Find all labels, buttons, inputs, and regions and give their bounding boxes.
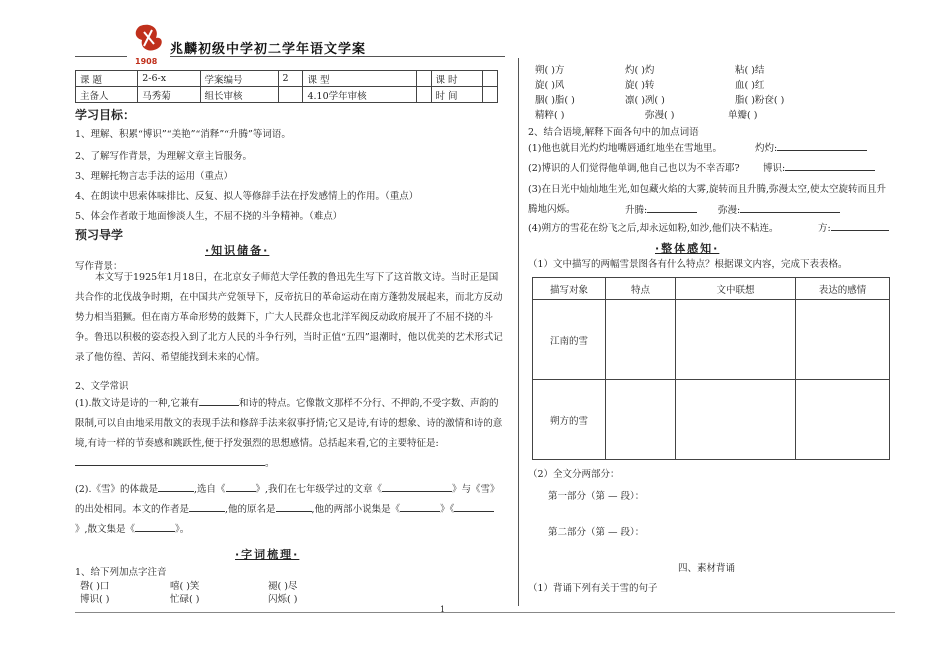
explain-item: (3)在日光中灿灿地生光,如包藏火焰的大雾,旋转而且升腾,弥漫太空,使太空旋转而且升腾地闪烁。: [528, 184, 887, 215]
table-header: 描写对象: [533, 278, 606, 300]
explain-title: 2、结合语境,解释下面各句中的加点词语: [528, 127, 699, 138]
overall-q2: （2）全文分两部分：: [528, 469, 620, 480]
pinyin-item: 嘻( )笑: [170, 581, 200, 592]
char-item: 旋( )风: [535, 80, 565, 91]
info-cell: 2: [278, 71, 303, 87]
logo-year: 1908: [135, 57, 158, 66]
info-cell: 2-6-x: [138, 71, 200, 87]
table-header: 特点: [606, 278, 676, 300]
overall-q1: （1）文中描写的两幅雪景图各有什么特点？根据课文内容，完成下表表格。: [528, 259, 848, 270]
char-item: 粘( )结: [735, 65, 765, 76]
info-cell: 课 题: [76, 71, 138, 87]
info-row-2: [76, 87, 498, 103]
char-item: 精粹( ): [535, 110, 565, 121]
overall-title: ·整体感知·: [655, 242, 720, 255]
school-title: 兆麟初级中学初二学年语文学案: [170, 42, 367, 57]
preview-title: 预习导学: [75, 228, 124, 242]
table-cell: [606, 380, 676, 460]
page-number: 1: [440, 605, 446, 614]
part1-line: 第一部分（第 — 段）：: [548, 491, 645, 502]
material-title: 四、素材背诵: [678, 563, 736, 574]
info-cell: 4.10学年审核: [303, 87, 416, 103]
char-item: 脂( )粉奁( ): [735, 95, 785, 106]
footer-rule: [75, 612, 895, 613]
background-text: 本文写于1925年1月18日，在北京女子师范大学任教的鲁迅先生写下了这首散文诗。当时正是国共合作的北伐战争时期，在中国共产党领导下，反帝抗日的革命运动在南方蓬勃发展起来，而北方反动势力相当猖獗。但在南方革命形势的鼓舞下，广大人民群众也北洋军阀反动政府展开了不屈不挠的斗争。鲁迅以积极的姿态投入到了北方人民的斗争行列，当时正值“五四”退潮时，他以优美的艺术形式记录了他仿徨、苦闷、希望能找到未来的心情。: [75, 272, 503, 363]
literature-2: (2).《雪》的体裁是 ,选自《 》,我们在七年级学过的文章《 》与《雪》的出处相同。本文的作者是 ,他的原名是 ,他的两部小说集是《 》《》,散文集是《 》。: [75, 480, 505, 540]
literature-label: 2、文学常识: [75, 381, 129, 392]
info-row-1: [76, 71, 498, 87]
goal-item: 5、体会作者敢于地面惨淡人生，不屈不挠的斗争精神。（难点）: [75, 211, 343, 222]
info-cell: [483, 71, 498, 87]
column-divider: [518, 58, 519, 606]
explain-item: (4)朔方的雪花在纷飞之后,却永远如粉,如沙,他们决不粘连。: [528, 223, 779, 234]
part2-line: 第二部分（第 — 段）：: [548, 527, 645, 538]
goal-item: 2、了解写作背景，为理解文章主旨服务。: [75, 151, 253, 162]
header-rule-right: [170, 56, 505, 57]
info-cell: 主备人: [76, 87, 138, 103]
pinyin-label: 1、给下列加点字注音: [75, 567, 167, 578]
knowledge-title: ·知识储备·: [205, 244, 270, 257]
table-cell: [796, 300, 890, 380]
char-item: 血( )红: [735, 80, 765, 91]
goal-item: 3、理解托物言志手法的运用（重点）: [75, 171, 234, 182]
material-q1: （1）背诵下列有关于雪的句子: [528, 583, 658, 594]
char-item: 灼( )灼: [625, 65, 655, 76]
pinyin-item: 褪( )尽: [268, 581, 298, 592]
header-rule-left: [75, 56, 127, 57]
char-item: 弥漫( ): [645, 110, 675, 121]
school-logo: [130, 22, 168, 66]
info-cell: 学案编号: [200, 71, 278, 87]
pinyin-item: 闪烁( ): [268, 594, 298, 605]
info-cell: [416, 71, 431, 87]
explain-item: (1)他也就目光灼灼地嘴唇通红地坐在雪地里。: [528, 143, 722, 154]
info-cell: 马秀菊: [138, 87, 200, 103]
explain-word: 灼灼:: [755, 140, 867, 154]
char-item: 凛( )冽( ): [625, 95, 665, 106]
explain-word: 升腾:: [625, 202, 697, 216]
table-cell: [676, 300, 796, 380]
pinyin-item: 忙碌( ): [170, 594, 200, 605]
explain-word: 弥漫:: [718, 202, 840, 216]
char-item: 单瓣( ): [728, 110, 758, 121]
explain-word: 方:: [818, 220, 889, 234]
info-cell: 时 间: [431, 87, 482, 103]
goal-item: 4、在朗读中思索体味排比、反复、拟人等修辞手法在抒发感情上的作用。（重点）: [75, 191, 419, 202]
goal-item: 1、理解、积累“博识”“美艳”“消释”“升腾”等词语。: [75, 129, 291, 140]
snow-table: [532, 277, 890, 460]
pinyin-item: 博识( ): [80, 594, 110, 605]
table-row-label: 朔方的雪: [533, 380, 606, 460]
info-cell: [416, 87, 431, 103]
char-item: 朔( )方: [535, 65, 565, 76]
info-cell: 课 型: [303, 71, 416, 87]
info-cell: [278, 87, 303, 103]
literature-1: (1).散文诗是诗的一种,它兼有 和诗的特点。它像散文那样不分行、不押韵,不受字数、声韵的限制,可以自由地采用散文的表现手法和修辞手法来叙事抒情;它又是诗,有诗的想象、诗的激情和诗的意境,有诗一样的节奏感和跳跃性,便于抒发强烈的思想感情。总括起来看,它的主要特征是:。: [75, 394, 505, 474]
table-row-label: 江南的雪: [533, 300, 606, 380]
goals-title: 学习目标：: [75, 108, 136, 122]
info-cell: 组长审核: [200, 87, 278, 103]
table-header: 文中联想: [676, 278, 796, 300]
info-table: [75, 70, 498, 103]
background-label: 写作背景：: [75, 261, 123, 272]
pinyin-item: 磬( )口: [80, 581, 110, 592]
char-item: 胭( )脂( ): [535, 95, 575, 106]
table-cell: [796, 380, 890, 460]
info-cell: 课 时: [431, 71, 482, 87]
info-cell: [483, 87, 498, 103]
explain-item: (2)博识的人们觉得他单调,他自己也以为不幸否耶?: [528, 163, 740, 174]
explain-word: 博识:: [763, 160, 875, 174]
char-item: 旋( )转: [625, 80, 655, 91]
table-cell: [676, 380, 796, 460]
vocab-title: ·字词梳理·: [235, 548, 300, 561]
table-cell: [606, 300, 676, 380]
table-header: 表达的感情: [796, 278, 890, 300]
